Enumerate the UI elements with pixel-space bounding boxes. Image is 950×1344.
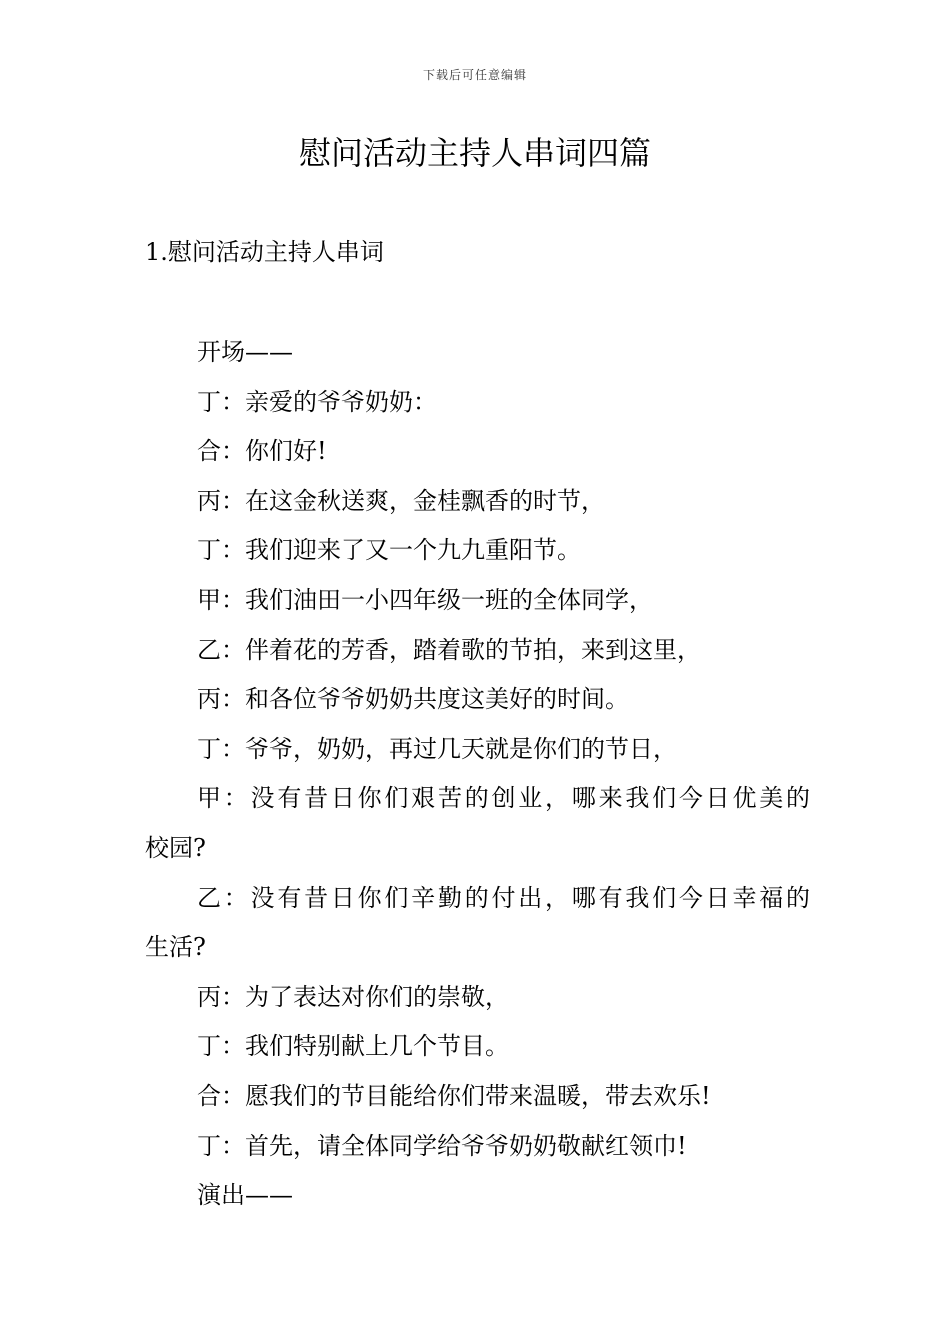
script-line: 丁：爷爷，奶奶，再过几天就是你们的节日， (197, 734, 677, 763)
script-line: 甲：我们油田一小四年级一班的全体同学， (197, 585, 653, 614)
section-heading: 1.慰问活动主持人串词 (145, 238, 384, 266)
script-line: 合：你们好! (197, 437, 327, 466)
script-line: 乙：伴着花的芳香，踏着歌的节拍，来到这里， (197, 635, 701, 664)
script-line: 演出—— (197, 1181, 293, 1210)
script-line: 丁：首先，请全体同学给爷爷奶奶敬献红领巾! (197, 1131, 687, 1160)
script-line: 合：愿我们的节目能给你们带来温暖，带去欢乐! (197, 1081, 711, 1110)
script-line: 丁：我们特别献上几个节目。 (197, 1032, 509, 1061)
script-line: 丙：和各位爷爷奶奶共度这美好的时间。 (197, 685, 629, 714)
header-note: 下载后可任意编辑 (422, 68, 527, 82)
document-title: 慰问活动主持人串词四篇 (298, 134, 651, 172)
script-line: 丙：为了表达对你们的崇敬， (197, 982, 509, 1011)
script-body (145, 328, 810, 1221)
script-line: 丙：在这金秋送爽，金桂飘香的时节， (197, 486, 605, 515)
script-line: 乙：没有昔日你们辛勤的付出，哪有我们今日幸福的 (197, 883, 810, 912)
script-line: 校园? (145, 833, 206, 862)
script-line: 丁：亲爱的爷爷奶奶： (197, 387, 437, 416)
script-line: 丁：我们迎来了又一个九九重阳节。 (197, 536, 581, 565)
script-line: 甲：没有昔日你们艰苦的创业，哪来我们今日优美的 (197, 784, 810, 813)
script-line: 生活? (145, 933, 206, 962)
script-line: 开场—— (197, 338, 293, 366)
